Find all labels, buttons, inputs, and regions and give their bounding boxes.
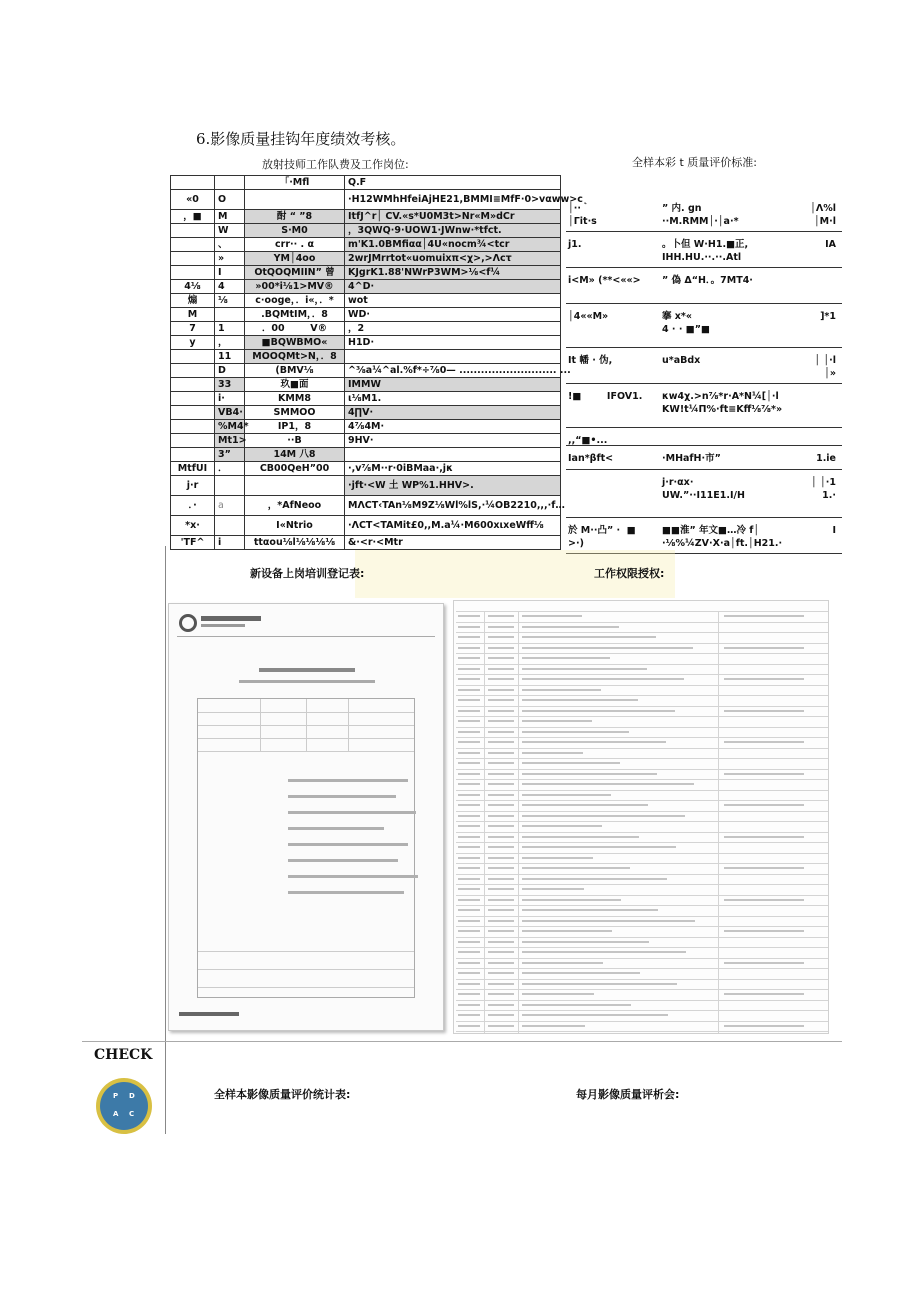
table-cell: CB00QeH”00 bbox=[245, 462, 345, 476]
table-cell: MOOQMt>N，．8 bbox=[245, 350, 345, 364]
table-cell: 2wrJMrrtot«uomuixπ<χ>,>Λcτ bbox=[345, 252, 561, 266]
table-cell: SMMOO bbox=[245, 406, 345, 420]
table-row bbox=[171, 176, 561, 190]
table-cell: 玖■面 bbox=[245, 378, 345, 392]
table-row bbox=[171, 392, 561, 406]
pdca-p: P bbox=[113, 1092, 119, 1100]
table-row bbox=[171, 336, 561, 350]
table-cell: ι⅛M1. bbox=[345, 392, 561, 406]
table-cell: ·H12WMhHfeiAjHE21,BMMI≡MfF·0>vαww>c˛ bbox=[345, 190, 561, 210]
quality-standard-table bbox=[566, 196, 842, 554]
table-row bbox=[566, 268, 842, 304]
table-cell bbox=[171, 364, 215, 378]
table-cell bbox=[171, 406, 215, 420]
table-cell: ■BQWBMO« bbox=[245, 336, 345, 350]
table-cell: 4⅛ bbox=[171, 280, 215, 294]
table-cell bbox=[245, 476, 345, 496]
table-cell: 4∏V· bbox=[345, 406, 561, 420]
table-cell: *x· bbox=[171, 516, 215, 536]
table-row bbox=[171, 190, 561, 210]
table-cell: i bbox=[215, 536, 245, 550]
pdca-cycle-icon bbox=[96, 1078, 152, 1134]
table-cell: ·jft·<W 土 WP%1.HHV>. bbox=[345, 476, 561, 496]
section-divider bbox=[82, 1041, 842, 1042]
table-cell bbox=[782, 274, 842, 303]
table-row bbox=[566, 304, 842, 348]
table-cell: !■ IFOV1. bbox=[568, 391, 643, 402]
table-cell: 4 bbox=[215, 280, 245, 294]
table-cell: 'TF^ bbox=[171, 536, 215, 550]
table-cell: j·r·αx· UW.”··I11E1.I/H bbox=[662, 477, 745, 501]
table-cell: IP1，8 bbox=[245, 420, 345, 434]
table-cell: 4⅞4M· bbox=[345, 420, 561, 434]
table-cell: &·<r·<Mtr bbox=[345, 536, 561, 550]
training-record-image bbox=[168, 603, 444, 1031]
table-cell: «0 bbox=[171, 190, 215, 210]
table-cell: WD· bbox=[345, 308, 561, 322]
table-cell: IMMW bbox=[345, 378, 561, 392]
table-cell: ,,“■•... bbox=[568, 435, 608, 446]
table-row bbox=[171, 476, 561, 496]
table-row bbox=[566, 232, 842, 268]
table-cell: M bbox=[171, 308, 215, 322]
stats-label: 全样本影像质量评价统计表: bbox=[214, 1088, 351, 1101]
table-cell bbox=[782, 434, 842, 445]
table-row bbox=[171, 322, 561, 336]
table-cell: ，■ bbox=[171, 210, 215, 224]
table-cell: (BMV⅛ bbox=[245, 364, 345, 378]
pdca-d: D bbox=[129, 1092, 135, 1100]
table-cell: YM│4oo bbox=[245, 252, 345, 266]
table-cell: I bbox=[215, 266, 245, 280]
left-caption: 放射技师工作队费及工作岗位: bbox=[262, 158, 409, 171]
table-cell bbox=[171, 224, 215, 238]
table-cell: ItfJ^r│ CV.«s*U0M3t>Nr«M»dCr bbox=[345, 210, 561, 224]
table-cell: ·MHafH·市” bbox=[662, 453, 721, 464]
table-cell: ” 偽 Δ“H．。7MT4· bbox=[662, 275, 753, 286]
table-cell: H1D· bbox=[345, 336, 561, 350]
table-row bbox=[171, 536, 561, 550]
table-cell: ” 内. gn ··M.RMM│·│a·* bbox=[662, 203, 739, 227]
table-cell: 酎 “ ”8 bbox=[245, 210, 345, 224]
authorization-label: 工作权限授权: bbox=[594, 567, 665, 580]
table-cell: I bbox=[832, 525, 836, 536]
table-cell bbox=[171, 266, 215, 280]
table-cell: 9HV· bbox=[345, 434, 561, 448]
table-cell bbox=[215, 516, 245, 536]
table-cell: j1. bbox=[568, 239, 582, 250]
table-cell: crr·· . α bbox=[245, 238, 345, 252]
band-divider bbox=[165, 546, 166, 1134]
table-cell bbox=[215, 308, 245, 322]
table-row bbox=[171, 210, 561, 224]
table-row bbox=[171, 266, 561, 280]
table-row bbox=[171, 448, 561, 462]
table-cell bbox=[171, 420, 215, 434]
table-cell: .BQMtIM，．8 bbox=[245, 308, 345, 322]
table-cell: S·M0 bbox=[245, 224, 345, 238]
table-cell: m'K1.0BMfiαα│4U«nocm¾<tcr bbox=[345, 238, 561, 252]
training-label: 新设备上岗培训登记表: bbox=[250, 567, 365, 580]
table-row bbox=[171, 516, 561, 536]
table-cell: │4««M» bbox=[568, 311, 609, 322]
table-cell: 於 M··凸” · ■ >·) bbox=[568, 525, 636, 549]
table-row bbox=[171, 462, 561, 476]
table-cell: 33 bbox=[215, 378, 245, 392]
table-cell: MΛCT‹TAn⅛M9Z⅛Wl%lS,·¼OB2210,,,·f… bbox=[345, 496, 561, 516]
table-cell: 4^D· bbox=[345, 280, 561, 294]
table-cell bbox=[245, 190, 345, 210]
table-cell: ，2 bbox=[345, 322, 561, 336]
table-cell: 14M 八8 bbox=[245, 448, 345, 462]
table-cell: ． bbox=[215, 462, 245, 476]
table-cell: │Λ%l │M·l bbox=[810, 203, 836, 227]
table-cell: 3” bbox=[215, 448, 245, 462]
table-cell bbox=[171, 350, 215, 364]
page-heading: 6.影像质量挂钩年度绩效考核。 bbox=[196, 130, 406, 148]
table-cell: MtfUI bbox=[171, 462, 215, 476]
table-cell: VB4· bbox=[215, 406, 245, 420]
table-row bbox=[171, 364, 561, 378]
table-cell bbox=[345, 448, 561, 462]
table-row bbox=[171, 434, 561, 448]
table-cell: i· bbox=[215, 392, 245, 406]
table-cell: Ian*βft< bbox=[568, 453, 614, 464]
table-row bbox=[171, 420, 561, 434]
table-cell: ，*AfNeoo bbox=[245, 496, 345, 516]
table-cell: │ │·1 1.· bbox=[811, 477, 836, 501]
check-title: CHECK bbox=[94, 1047, 153, 1063]
table-row bbox=[566, 428, 842, 446]
table-cell: 「·Mfl bbox=[245, 176, 345, 190]
table-cell: ]*1 bbox=[820, 311, 836, 322]
table-row bbox=[566, 348, 842, 384]
table-row bbox=[171, 280, 561, 294]
table-cell: KMM8 bbox=[245, 392, 345, 406]
table-row bbox=[566, 196, 842, 232]
table-row bbox=[171, 224, 561, 238]
table-cell: y bbox=[171, 336, 215, 350]
pdca-c: C bbox=[129, 1110, 135, 1118]
table-cell: ·,v⅞M··r·0iBMaa·,jκ bbox=[345, 462, 561, 476]
monthly-label: 每月影像质量评析会: bbox=[576, 1088, 680, 1101]
table-cell: ··B bbox=[245, 434, 345, 448]
table-row bbox=[171, 308, 561, 322]
table-row bbox=[566, 518, 842, 554]
table-cell: κw4χ.>n⅞*r·A*N¼[│·l KW!t¼Π%·ft≡Kff⅛⅞*» bbox=[662, 391, 783, 415]
table-cell: 搴 x*« 4 · · ■”■ bbox=[662, 311, 710, 335]
table-cell: D bbox=[215, 364, 245, 378]
table-cell bbox=[566, 476, 662, 517]
table-row bbox=[171, 406, 561, 420]
pdca-a: A bbox=[113, 1110, 119, 1118]
table-cell: j·r bbox=[171, 476, 215, 496]
table-cell bbox=[345, 350, 561, 364]
table-cell: │·· │Γit·s bbox=[568, 203, 597, 227]
hospital-logo-icon bbox=[179, 614, 197, 632]
table-cell bbox=[782, 390, 842, 427]
table-cell: Mt1> bbox=[215, 434, 245, 448]
table-cell bbox=[171, 392, 215, 406]
table-cell: ttαou⅛l⅛⅛⅛⅛ bbox=[245, 536, 345, 550]
table-cell: It 幡 · 伪, bbox=[568, 355, 613, 366]
table-cell: IA bbox=[825, 239, 836, 250]
table-cell: ．· bbox=[171, 496, 215, 516]
table-row bbox=[171, 378, 561, 392]
table-cell: KJgrK1.88'NWrP3WM>⅛<f¼ bbox=[345, 266, 561, 280]
table-cell bbox=[171, 252, 215, 266]
table-cell: Q.F bbox=[345, 176, 561, 190]
table-cell: c·ooge，．i«，．* bbox=[245, 294, 345, 308]
table-row bbox=[566, 384, 842, 428]
table-cell: OtQOQMIIN” 曾 bbox=[245, 266, 345, 280]
table-cell: ^⅜a¼^al.%f*÷⅞0— ........................... ... bbox=[345, 364, 561, 378]
table-cell: O bbox=[215, 190, 245, 210]
table-cell: » bbox=[215, 252, 245, 266]
table-cell: 1.ie bbox=[816, 453, 836, 464]
table-cell: I«Ntrio bbox=[245, 516, 345, 536]
table-cell: ，3QWQ·9·UOW1·JWnw·*tfct. bbox=[345, 224, 561, 238]
table-cell bbox=[215, 176, 245, 190]
authorization-table-image bbox=[453, 600, 829, 1034]
table-cell: ⅛ bbox=[215, 294, 245, 308]
table-cell: »00*i⅛1>MV® bbox=[245, 280, 345, 294]
table-cell: 煽 bbox=[171, 294, 215, 308]
table-cell: W bbox=[215, 224, 245, 238]
right-caption: 全样本彩 t 质量评价标准: bbox=[632, 156, 758, 169]
table-cell: 7 bbox=[171, 322, 215, 336]
table-cell: i<M» (**<««> bbox=[568, 275, 641, 286]
table-cell bbox=[171, 176, 215, 190]
table-row bbox=[566, 470, 842, 518]
table-cell: ■■淮” 年文■…冷 f│ ·⅛%¼ZV·X·a│ft.│H21.· bbox=[662, 525, 783, 549]
table-cell: %M4* bbox=[215, 420, 245, 434]
table-cell: ·ΛCT<TAMit£0,,M.a¼·M600xιxeWff⅛ bbox=[345, 516, 561, 536]
table-cell bbox=[171, 378, 215, 392]
table-cell: wot bbox=[345, 294, 561, 308]
table-cell: ．00 V® bbox=[245, 322, 345, 336]
table-cell: │ │·l │» bbox=[814, 355, 836, 379]
table-cell: u*aBdx bbox=[662, 355, 701, 366]
table-cell bbox=[171, 448, 215, 462]
table-cell bbox=[171, 238, 215, 252]
table-cell: 1 bbox=[215, 322, 245, 336]
table-cell: M bbox=[215, 210, 245, 224]
table-row bbox=[171, 294, 561, 308]
table-row bbox=[566, 446, 842, 470]
table-row bbox=[171, 252, 561, 266]
table-cell: 。卜但 W·H1.■正, IHH.HU.··.··.Atl bbox=[662, 239, 749, 263]
table-cell bbox=[171, 434, 215, 448]
table-row bbox=[171, 496, 561, 516]
table-cell: a bbox=[215, 496, 245, 516]
table-cell: 11 bbox=[215, 350, 245, 364]
table-cell bbox=[215, 476, 245, 496]
table-cell: ， bbox=[215, 336, 245, 350]
table-row bbox=[171, 350, 561, 364]
table-cell: 、 bbox=[215, 238, 245, 252]
table-cell bbox=[662, 434, 782, 445]
table-row bbox=[171, 238, 561, 252]
